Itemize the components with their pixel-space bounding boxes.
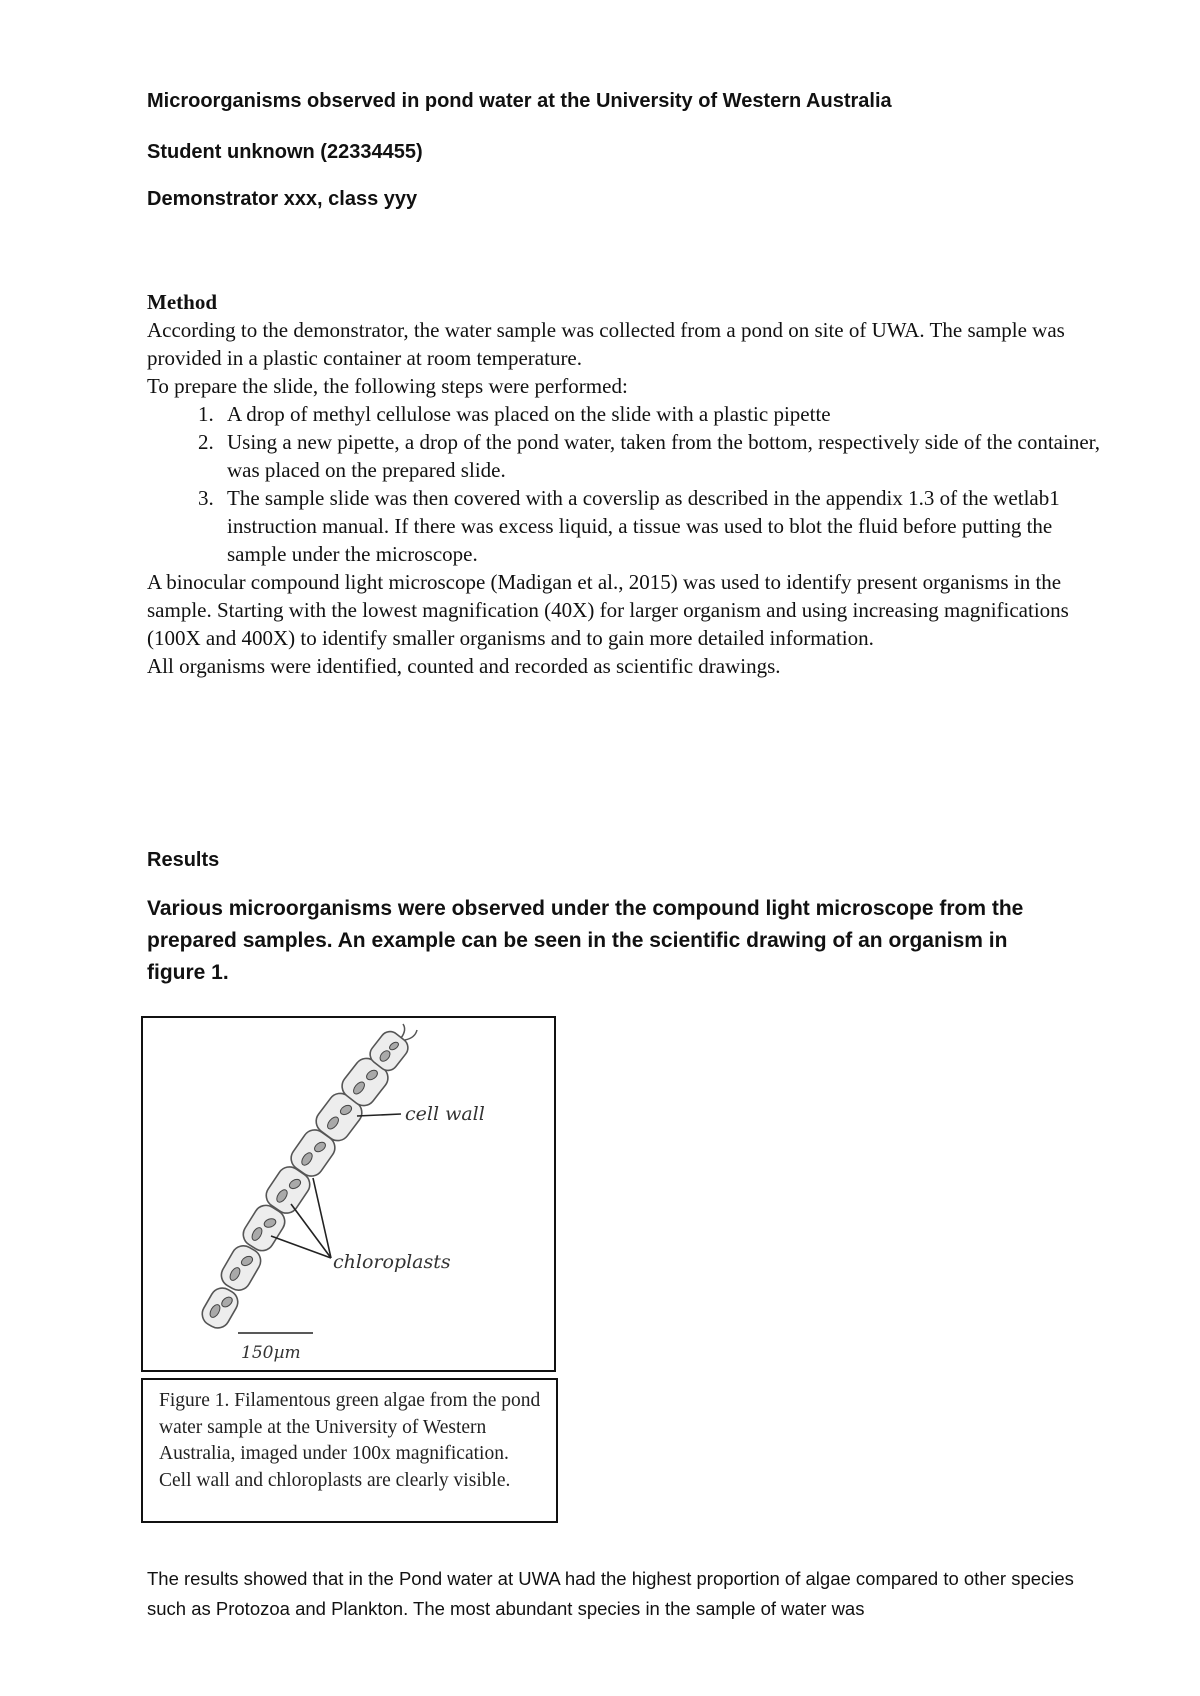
document-title: Microorganisms observed in pond water at the University of Western Australia <box>147 90 892 112</box>
method-paragraph: A binocular compound light microscope (Madigan et al., 2015) was used to identify present organisms in the sample. Starting with the lowest magnification (40X) for larger organism and using increasing magnifications (100X and 400X) to identify smaller organisms and to gain more detailed information. <box>147 570 1069 650</box>
method-heading: Method <box>147 290 217 314</box>
method-paragraph: All organisms were identified, counted and recorded as scientific drawings. <box>147 654 781 678</box>
results-heading: Results <box>147 849 220 871</box>
scale-bar-label: 150µm <box>241 1343 301 1363</box>
figure-drawing-frame <box>141 1016 556 1372</box>
method-step: 1. A drop of methyl cellulose was placed on the slide with a plastic pipette <box>219 400 1107 428</box>
method-step: 3. The sample slide was then covered with a coverslip as described in the appendix 1.3 of the wetlab1 instruction manual. If there was excess liquid, a tissue was used to blot the fluid before putting the sample under the microscope. <box>219 484 1107 568</box>
results-paragraph: The results showed that in the Pond water at UWA had the highest proportion of algae compared to other species such as Protozoa and Plankton. The most abundant species in the sample of water was <box>147 1568 1074 1619</box>
demonstrator-line: Demonstrator xxx, class yyy <box>147 188 418 210</box>
method-section <box>147 288 1107 680</box>
figure-caption: Figure 1. Filamentous green algae from the pond water sample at the University of Western Australia, imaged under 100x magnification. Cell wall and chloroplasts are clearly visible. <box>141 1378 558 1523</box>
cell-wall-label: cell wall <box>405 1103 485 1125</box>
method-steps-list <box>147 400 1107 568</box>
student-line: Student unknown (22334455) <box>147 141 423 163</box>
chloroplasts-label: chloroplasts <box>333 1251 451 1273</box>
method-step: 2. Using a new pipette, a drop of the pond water, taken from the bottom, respectively side of the container, was placed on the prepared slide. <box>219 428 1107 484</box>
results-intro: Various microorganisms were observed under the compound light microscope from the prepared samples. An example can be seen in the scientific drawing of an organism in figure 1. <box>147 897 1024 984</box>
method-paragraph: According to the demonstrator, the water sample was collected from a pond on site of UWA. The sample was provided in a plastic container at room temperature. <box>147 318 1065 370</box>
method-paragraph: To prepare the slide, the following steps were performed: <box>147 374 628 398</box>
algae-drawing <box>143 1018 554 1370</box>
